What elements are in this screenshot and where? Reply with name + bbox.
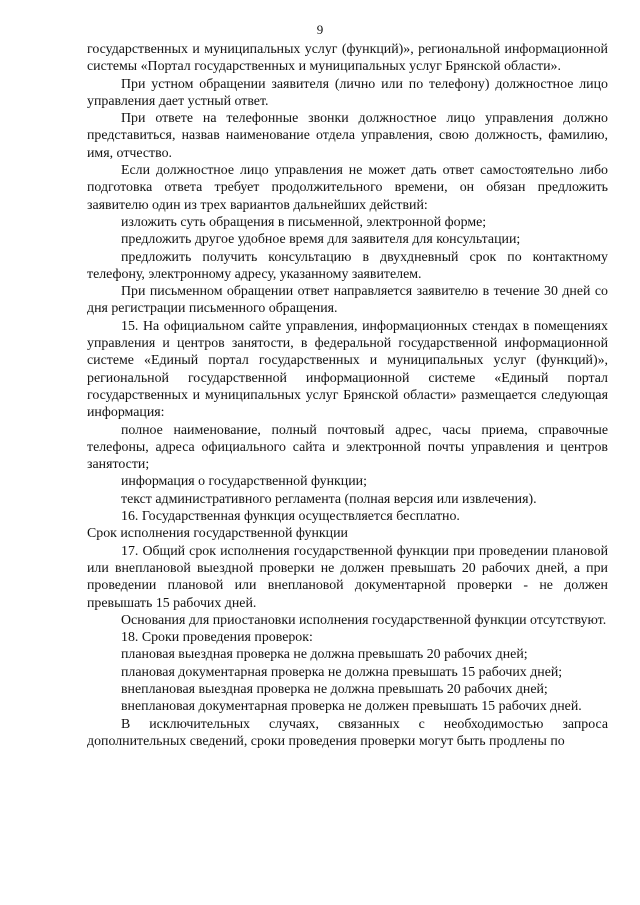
paragraph-section-18: 18. Сроки проведения проверок:	[121, 630, 313, 646]
list-item-unplanned-documentary: внеплановая документарная проверка не должен превышать 15 рабочих дней.	[121, 699, 582, 715]
list-item-regulation-text: текст административного регламента (полная версия или извлечения).	[121, 491, 537, 507]
paragraph-oral-request: При устном обращении заявителя (лично или по телефону) должностное лицо управления дает устный ответ.	[87, 76, 608, 109]
paragraph-exceptional-cases: В исключительных случаях, связанных с необходимостью запроса дополнительных сведений, сроки проведения проверки могут быть продлены по	[87, 716, 608, 749]
paragraph-grounds-suspension: Основания для приостановки исполнения государственной функции отсутствуют.	[121, 612, 607, 628]
document-body	[87, 41, 608, 750]
list-item-option-2: предложить другое удобное время для заявителя для консультации;	[121, 232, 521, 248]
paragraph-written-request: При письменном обращении ответ направляется заявителю в течение 30 дней со дня регистрации письменного обращения.	[87, 284, 608, 317]
list-item-option-1: изложить суть обращения в письменной, электронной форме;	[121, 214, 487, 230]
paragraph-continuation: государственных и муниципальных услуг (функций)», региональной информационной системы «Портал государственных и муниципальных услуг Брянской области».	[87, 42, 608, 75]
page-number: 9	[316, 22, 324, 37]
list-item-unplanned-onsite: внеплановая выездная проверка не должна превышать 20 рабочих дней;	[121, 681, 548, 697]
paragraph-phone-calls: При ответе на телефонные звонки должностное лицо управления должно представиться, назвав наименование отдела управления, свою должность, фамилию, имя, отчество.	[87, 111, 608, 161]
section-heading: Срок исполнения государственной функции	[87, 526, 348, 542]
paragraph-section-16: 16. Государственная функция осуществляется бесплатно.	[121, 509, 460, 525]
list-item-option-3: предложить получить консультацию в двухдневный срок по контактному телефону, электронному адресу, указанному заявителем.	[87, 249, 608, 282]
list-item-planned-onsite: плановая выездная проверка не должна превышать 20 рабочих дней;	[121, 647, 528, 663]
paragraph-section-15: 15. На официальном сайте управления, информационных стендах в помещениях управления и центров занятости, в федеральной государственной информационной системе «Единый портал государственных и муниципальных услуг (функций)», региональной государственной информационной системе «Единый портал государственных и муниципальных услуг Брянской области» размещается следующая информация:	[87, 318, 608, 421]
paragraph-cannot-answer: Если должностное лицо управления не может дать ответ самостоятельно либо подготовка ответа требует продолжительного времени, он обязан предложить заявителю один из трех вариантов дальнейших действий:	[87, 163, 608, 213]
list-item-planned-documentary: плановая документарная проверка не должна превышать 15 рабочих дней;	[121, 664, 563, 680]
list-item-full-name: полное наименование, полный почтовый адрес, часы приема, справочные телефоны, адреса официального сайта и электронной почты управления и центров занятости;	[87, 422, 608, 473]
list-item-function-info: информация о государственной функции;	[121, 474, 367, 490]
paragraph-section-17: 17. Общий срок исполнения государственной функции при проведении плановой или внеплановой выездной проверки не должен превышать 20 рабочих дней, а при проведении плановой или внеплановой документарной проверки - не должен превышать 15 рабочих дней.	[87, 543, 608, 611]
